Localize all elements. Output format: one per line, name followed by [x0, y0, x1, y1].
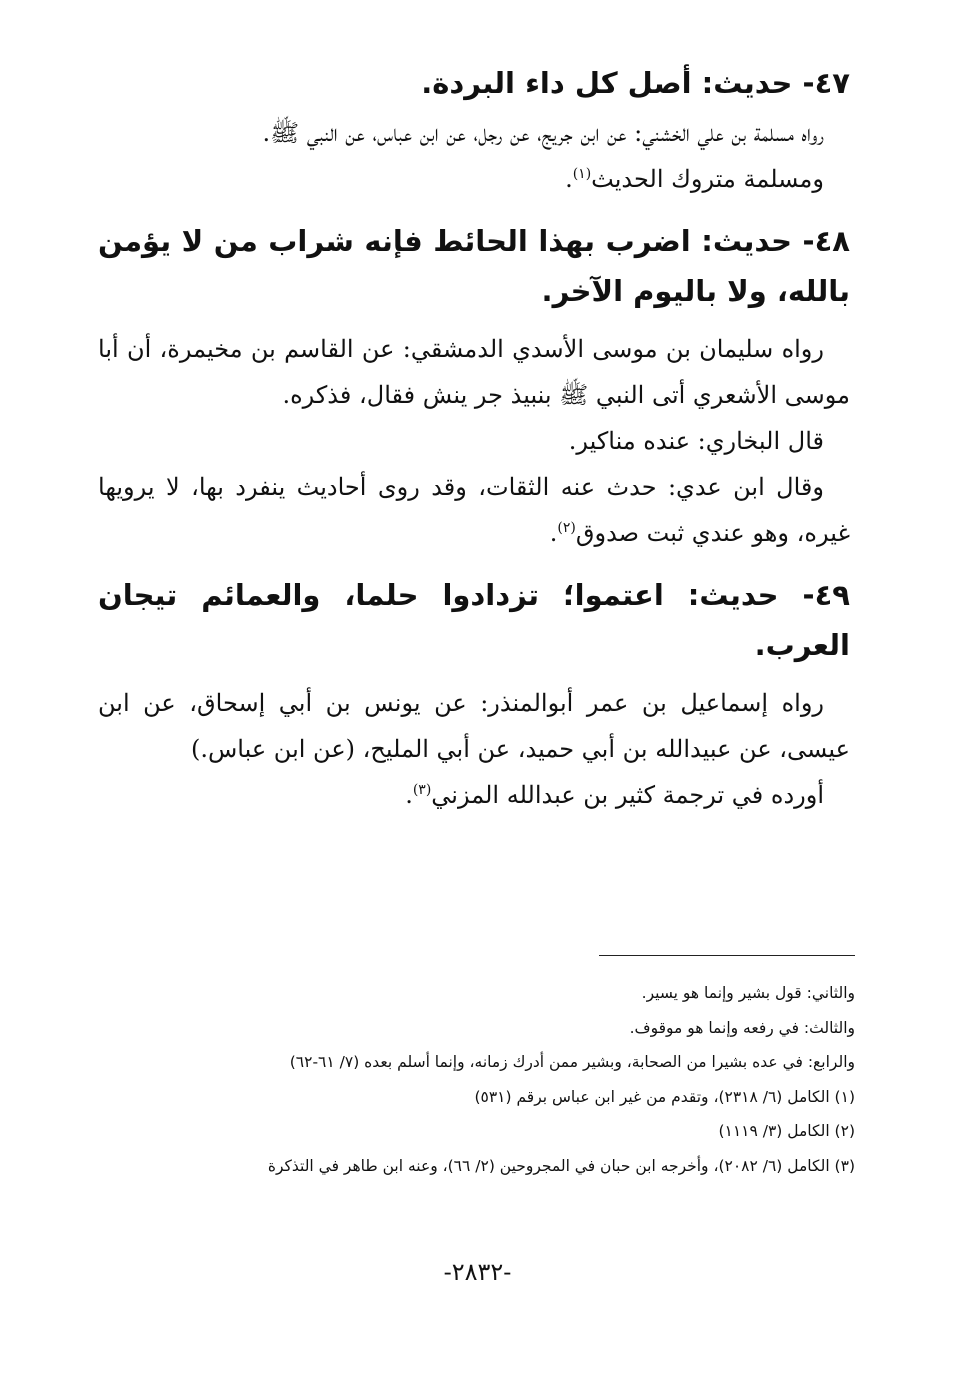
hadith-47-note-end: . [565, 165, 573, 193]
footnote-2: (٢) الكامل (٣/ ١١١٩) [718, 1122, 855, 1140]
hadith-49-narration: رواه إسماعيل بن عمر أبوالمنذر: عن يونس بن أبي إسحاق، عن ابن عيسى، عن عبيدالله بن أبي حميد، عن أبي المليح، (عن ابن عباس.) [98, 689, 850, 763]
hadith-48-ibn-adi-end: . [549, 519, 558, 547]
hadith-49-note [98, 772, 850, 818]
footnote-separator [599, 955, 855, 956]
footnote-line: والثالث: في رفعه وإنما هو موقوف. [629, 1018, 855, 1037]
hadith-48-ibn-adi-text: وقال ابن عدي: حدث عنه الثقات، وقد روى أحاديث ينفرد بها، لا يرويها غيره، وهو عندي ثبت صدوق [98, 473, 850, 547]
footnote-ref-1: (١) [572, 166, 592, 182]
hadith-48-bukhari: قال البخاري: عنده مناكير. [568, 427, 824, 455]
hadith-48-title: ٤٨- حديث: اضرب بهذا الحائط فإنه شراب من لا يؤمن بالله، ولا باليوم الآخر. [98, 224, 850, 308]
hadith-48-narration: رواه سليمان بن موسى الأسدي الدمشقي: عن القاسم بن مخيمرة، أن أبا موسى الأشعري أتى النبي ﷺ بنبيذ جر ينش فقال، فذكره. [98, 335, 850, 409]
footnote-ref-2: (٢) [557, 520, 576, 536]
footnotes [95, 976, 855, 1183]
hadith-47-narration: رواه مسلمة بن علي الخشني: عن ابن جريج، عن رجل، عن ابن عباس، عن النبي ﷺ. [262, 119, 824, 147]
main-text [98, 58, 850, 818]
footnote-3: (٣) الكامل (٦/ ٢٠٨٢)، وأخرجه ابن حبان في المجروحين (٢/ ٦٦)، وعنه ابن طاهر في التذكرة [267, 1156, 855, 1175]
hadith-48-ibn-adi [98, 464, 850, 556]
hadith-47-title: ٤٧- حديث: أصل كل داء البردة. [421, 66, 850, 100]
footnote-1: (١) الكامل (٦/ ٢٣١٨)، وتقدم من غير ابن عباس برقم (٥٣١) [474, 1087, 855, 1106]
hadith-49-note-end: . [405, 781, 413, 809]
hadith-47-note [98, 156, 850, 202]
footnote-line: والثاني: قول بشير وإنما هو يسير. [641, 984, 855, 1002]
page-number: -٢٨٣٢- [443, 1258, 512, 1286]
footnote-line: والرابع: في عده بشيرا من الصحابة، وبشير ممن أدرك زمانه، وإنما أسلم بعده (٧/ ٦١-٦٢) [289, 1053, 855, 1071]
hadith-47-note-text: ومسلمة متروك الحديث [591, 165, 824, 193]
hadith-49-note-text: أورده في ترجمة كثير بن عبدالله المزني [431, 781, 824, 809]
hadith-49-title: ٤٩- حديث: اعتموا؛ تزدادوا حلما، والعمائم تيجان العرب. [98, 578, 850, 662]
footnote-ref-3: (٣) [412, 782, 432, 798]
